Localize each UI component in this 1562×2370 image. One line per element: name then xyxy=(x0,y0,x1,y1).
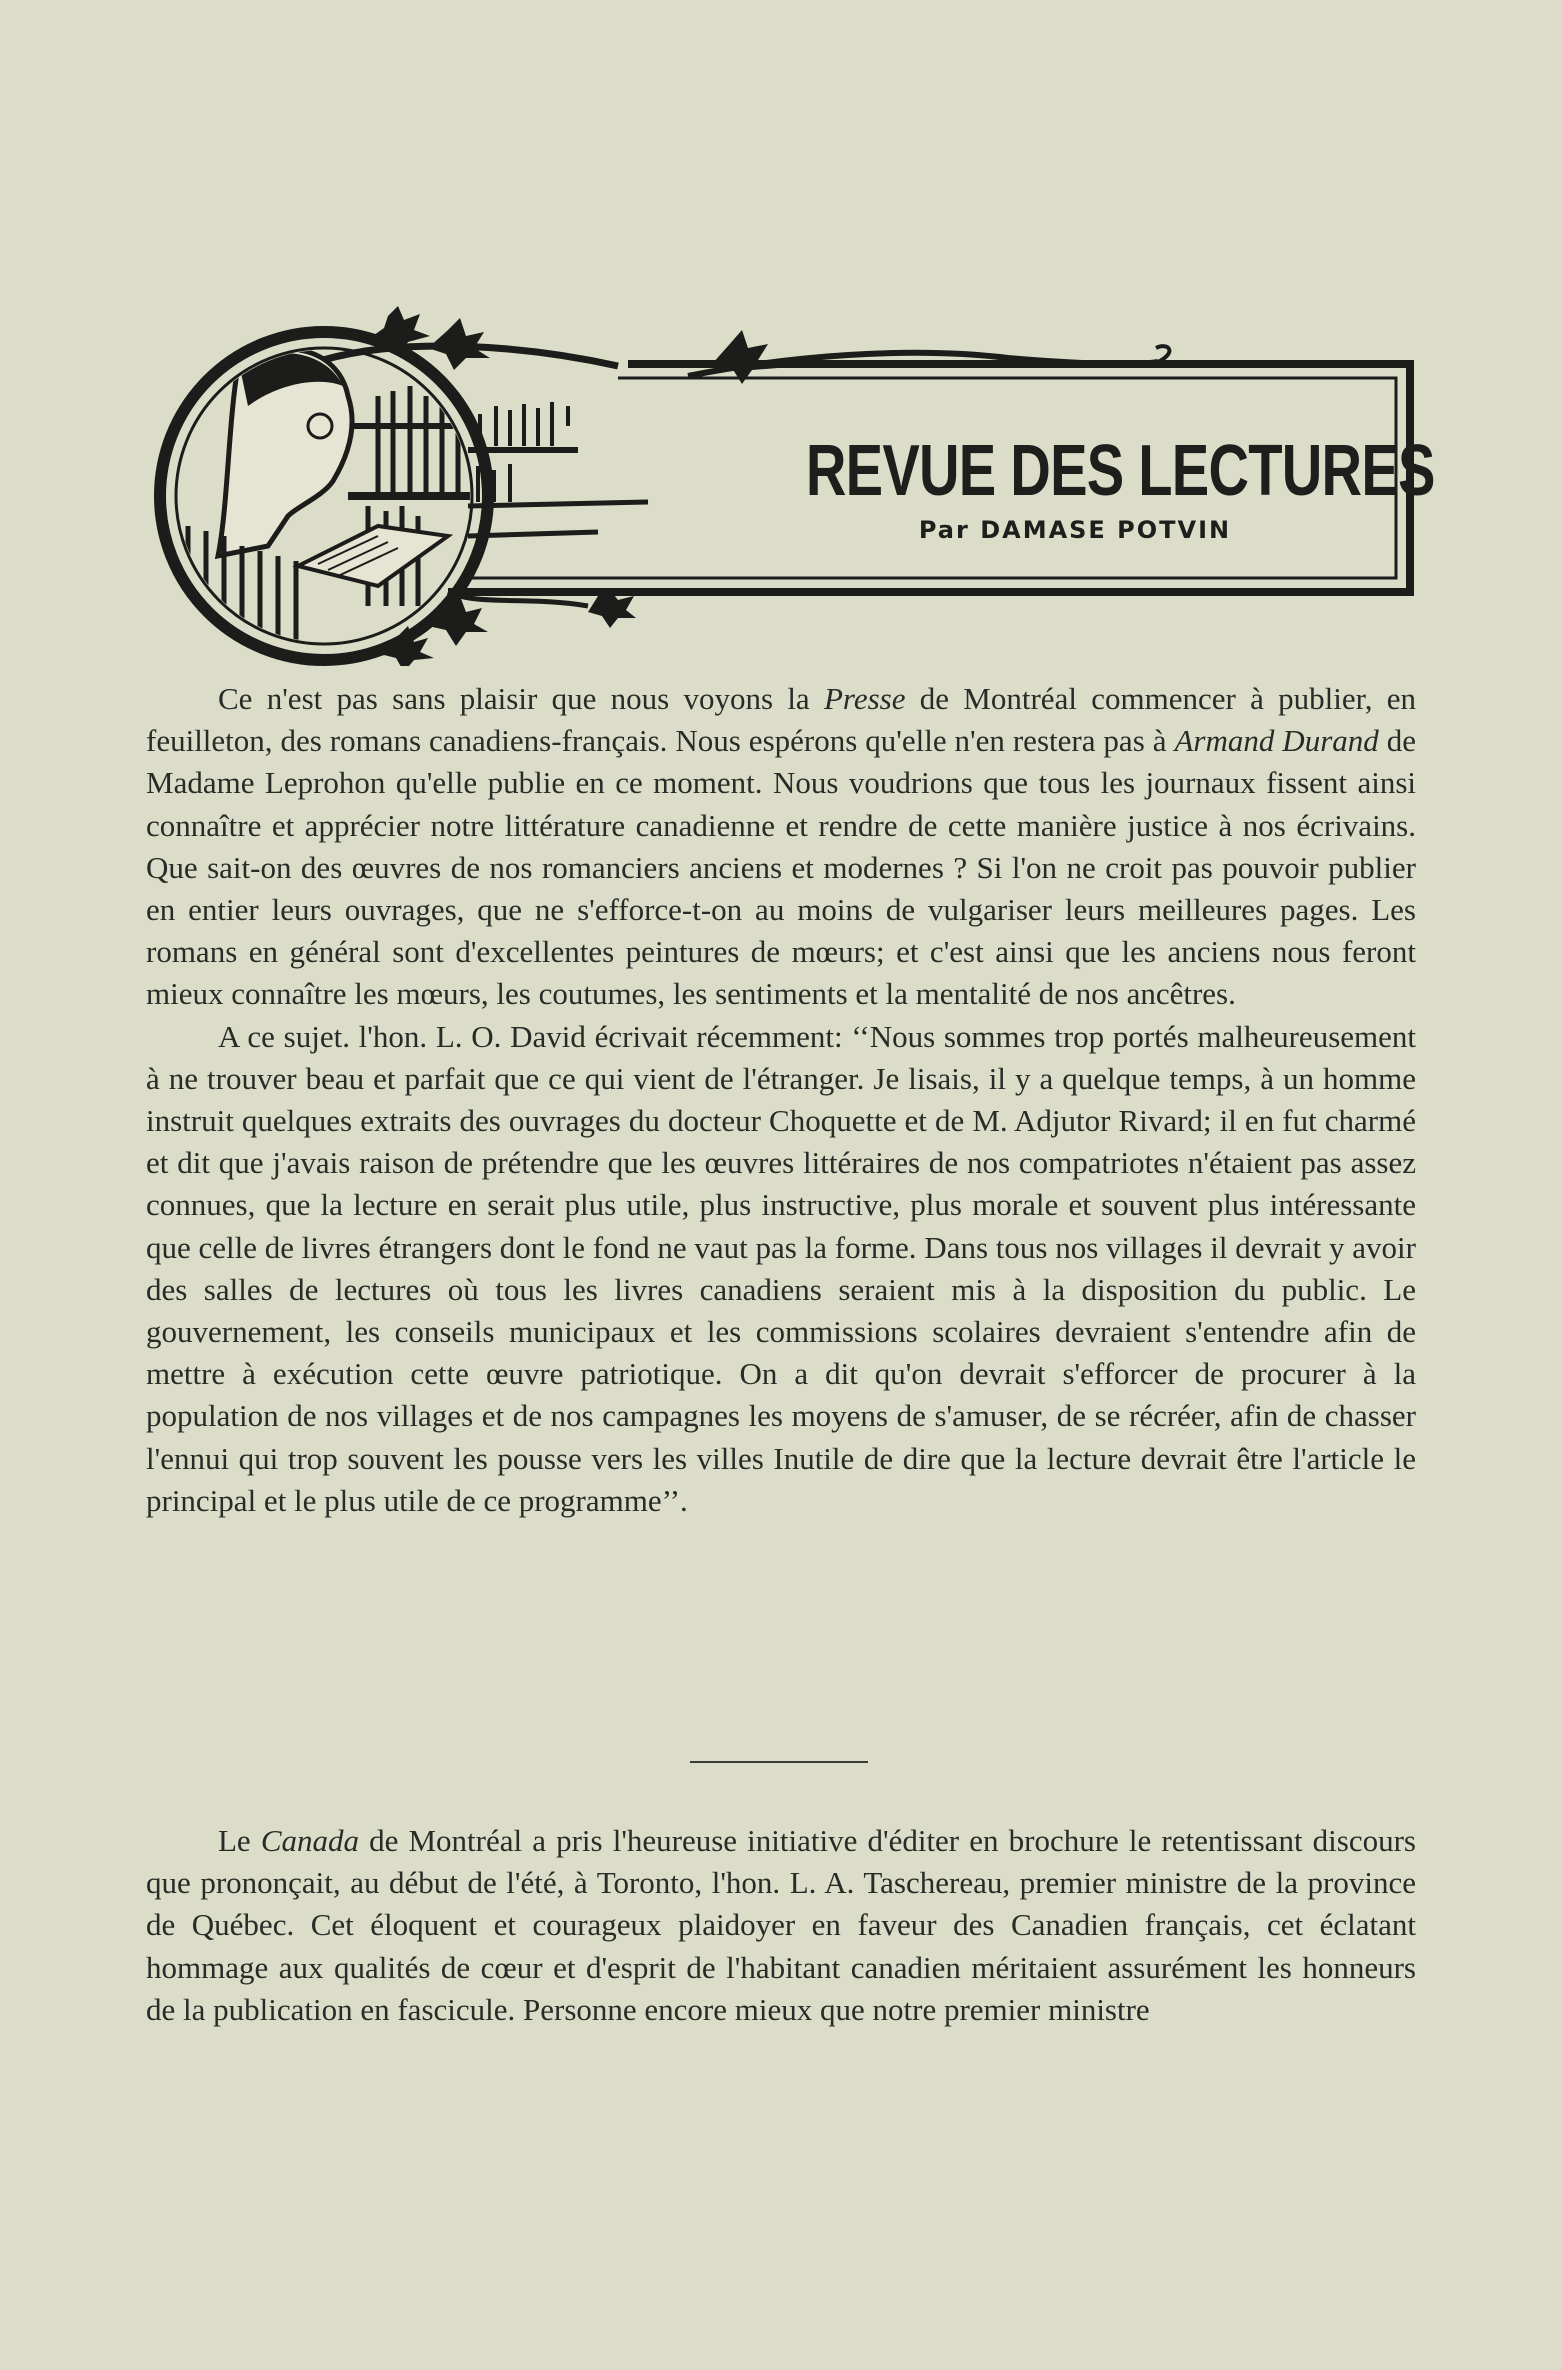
text-run: Le xyxy=(218,1823,261,1858)
text-run: de Montréal a pris l'heureuse initiative d'éditer en brochure le retentissant discours que prononçait, au début de l'été, à Toronto, l'hon. L. A. Taschereau, premier ministre de la province de Québec. Cet éloquent et courageux plaidoyer en faveur des Canadien français, cet éclatant hommage aux qualités de cœur et d'esprit de l'habitant canadien méritaient assurément les honneurs de la publication en fascicule. Personne encore mieux que notre premier ministre xyxy=(146,1823,1416,2027)
text-run: Ce n'est pas sans plaisir que nous voyons la xyxy=(218,681,824,716)
italic-title: Armand Durand xyxy=(1174,723,1379,759)
banner-title: REVUE DES LECTURES xyxy=(805,431,1435,511)
section-divider xyxy=(690,1761,868,1763)
text-run: de Montréal commencer à publier, en feuilleton, des romans canadiens-français. Nous espérons qu'elle n'en restera pas à xyxy=(146,681,1417,759)
article-section-2 xyxy=(146,1820,1416,2031)
paragraph-david-quote: A ce sujet. l'hon. L. O. David écrivait récemment: ‘‘Nous sommes trop portés malheureusement à ne trouver beau et parfait que ce qui vient de l'étranger. Je lisais, il y a quelque temps, à un homme instruit quelques extraits des ouvrages du docteur Choquette et de M. Adjutor Rivard; il en fut charmé et dit que j'avais raison de prétendre que les œuvres littéraires de nos compatriotes n'étaient pas assez connues, que la lecture en serait plus utile, plus instructive, plus morale et souvent plus intéressante que celle de livres étrangers dont le fond ne vaut pas la forme. Dans tous nos villages il devrait y avoir des salles de lectures où tous les livres canadiens seraient mis à la disposition du public. Le gouvernement, les conseils municipaux et les commissions scolaires devraient s'entendre afin de mettre à exécution cette œuvre patriotique. On a dit qu'on devrait s'efforcer de procurer à la population de nos villages et de nos campagnes les moyens de s'amuser, de se récréer, afin de chasser l'ennui qui trop souvent les pousse vers les villes Inutile de dire que la lecture devrait être l'article le principal et le plus utile de ce programme’’. xyxy=(146,1018,1416,1518)
text-run: de Madame Leprohon qu'elle publie en ce moment. Nous voudrions que tous les journaux fissent ainsi connaître et apprécier notre littérature canadienne et rendre de cette manière justice à nos écrivains. Que sait-on des œuvres de nos romanciers anciens et modernes ? Si l'on ne croit pas pouvoir publier en entier leurs ouvrages, que ne s'efforce-t-on au moins de vulgariser leurs meilleures pages. Les romans en général sont d'excellentes peintures de mœurs; et c'est ainsi que les anciens nous feront mieux connaître les mœurs, les coutumes, les sentiments et la mentalité de nos ancêtres. xyxy=(146,723,1416,1012)
paragraph-canada xyxy=(146,1820,1416,2031)
banner-byline: Par DAMASE POTVIN xyxy=(918,516,1232,544)
italic-title: Presse xyxy=(823,681,906,716)
italic-title: Canada xyxy=(260,1823,359,1858)
paragraph-presse xyxy=(146,678,1416,1016)
header-banner xyxy=(148,306,1435,666)
article-section-1 xyxy=(146,678,1416,1522)
medallion xyxy=(160,332,488,660)
